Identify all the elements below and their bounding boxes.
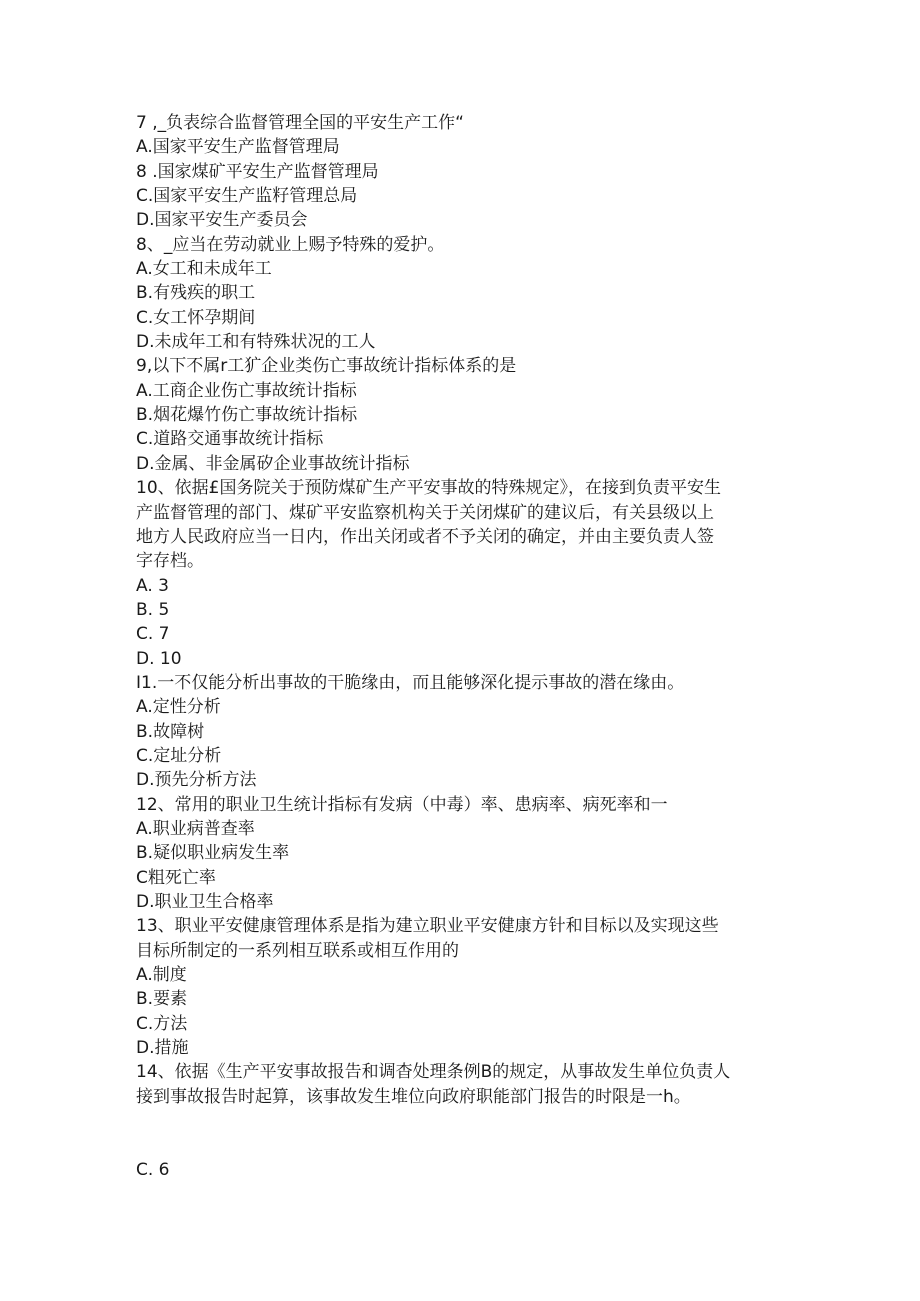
text-line: A.制度: [136, 965, 187, 986]
text-line: A.定性分析: [136, 697, 221, 718]
text-line: B.有残疾的职工: [136, 283, 256, 304]
text-line: C.国家平安生产监籽管理总局: [136, 186, 358, 207]
text-line: 10、依据£国务院关于预防煤矿生产平安事故的特殊规定》，在接到负责平安生: [136, 478, 721, 499]
text-line: 地方人民政府应当一日内，作出关闭或者不予关闭的确定，并由主要负责人签: [136, 526, 714, 547]
text-line: D.措施: [136, 1038, 189, 1059]
text-line: A.女工和未成年工: [136, 259, 272, 280]
text-line: D.职业卫生合格率: [136, 892, 274, 912]
text-line: 目标所制定的一系列相互联系或相互作用的: [136, 940, 459, 961]
text-line: D. 10: [136, 648, 182, 669]
text-line: D.国家平安生产委员会: [136, 210, 308, 231]
text-line: 14、依据《生产平安事故报告和调杳处理条例B的规定，从事故发生单位负责人: [136, 1062, 731, 1083]
text-line: B. 5: [136, 599, 170, 620]
document-body: [136, 111, 816, 1182]
text-line: 字存档。: [136, 551, 204, 572]
text-line: A.工商企业伤亡事故统计指标: [136, 380, 357, 401]
text-line: 7 ,_负表综合监督管理全国的平安生产工作“: [136, 113, 464, 133]
text-line: B.烟花爆竹伤亡事故统计指标: [136, 405, 358, 426]
text-line: 产监督管理的部门、煤矿平安监察机构关于关闭煤矿的建议后，有关县级以上: [136, 502, 714, 523]
text-line: D.金属、非金属矽企业事故统计指标: [136, 453, 410, 474]
text-line: I1.一不仅能分析出事故的干脆缘由，而且能够深化提示事故的潜在缘由。: [136, 672, 685, 693]
text-line: A. 3: [136, 575, 169, 596]
text-line: C.方法: [136, 1013, 188, 1034]
blank-space: [136, 1109, 816, 1158]
text-line: A.国家平安生产监督管理局: [136, 137, 340, 158]
text-line: 接到事故报告时起算，该事故发生堆位向政府职能部门报告的时限是一h。: [136, 1086, 691, 1107]
text-line: D.未成年工和有特殊状况的工人: [136, 332, 376, 353]
text-line: 9,以下不属r工犷企业类伤亡事故统计指标体系的是: [136, 356, 517, 377]
text-line: D.预先分析方法: [136, 770, 257, 791]
text-line: 8 .国家煤矿平安生产监督管理局: [136, 161, 379, 182]
text-line: C粗死亡率: [136, 867, 216, 888]
text-line: C. 7: [136, 624, 170, 645]
text-line: 13、职业平安健康管理体系是指为建立职业平安健康方针和目标以及实现这些: [136, 916, 719, 937]
text-line: C.定址分析: [136, 745, 222, 766]
text-line: 12、常用的职业卫生统计指标有发病（中毒）率、患病率、病死率和一: [136, 794, 668, 815]
text-line: C.女工怀孕期间: [136, 307, 256, 328]
text-line: 8、_应当在劳动就业上赐予特殊的爱护。: [136, 234, 445, 255]
text-line: B.疑似职业病发生率: [136, 843, 290, 864]
text-line: C. 6: [136, 1159, 170, 1180]
text-line: C.道路交通事故统计指标: [136, 429, 324, 450]
text-line: A.职业病普查率: [136, 818, 255, 839]
text-line: B.要素: [136, 989, 188, 1010]
text-line: B.故障树: [136, 721, 205, 742]
